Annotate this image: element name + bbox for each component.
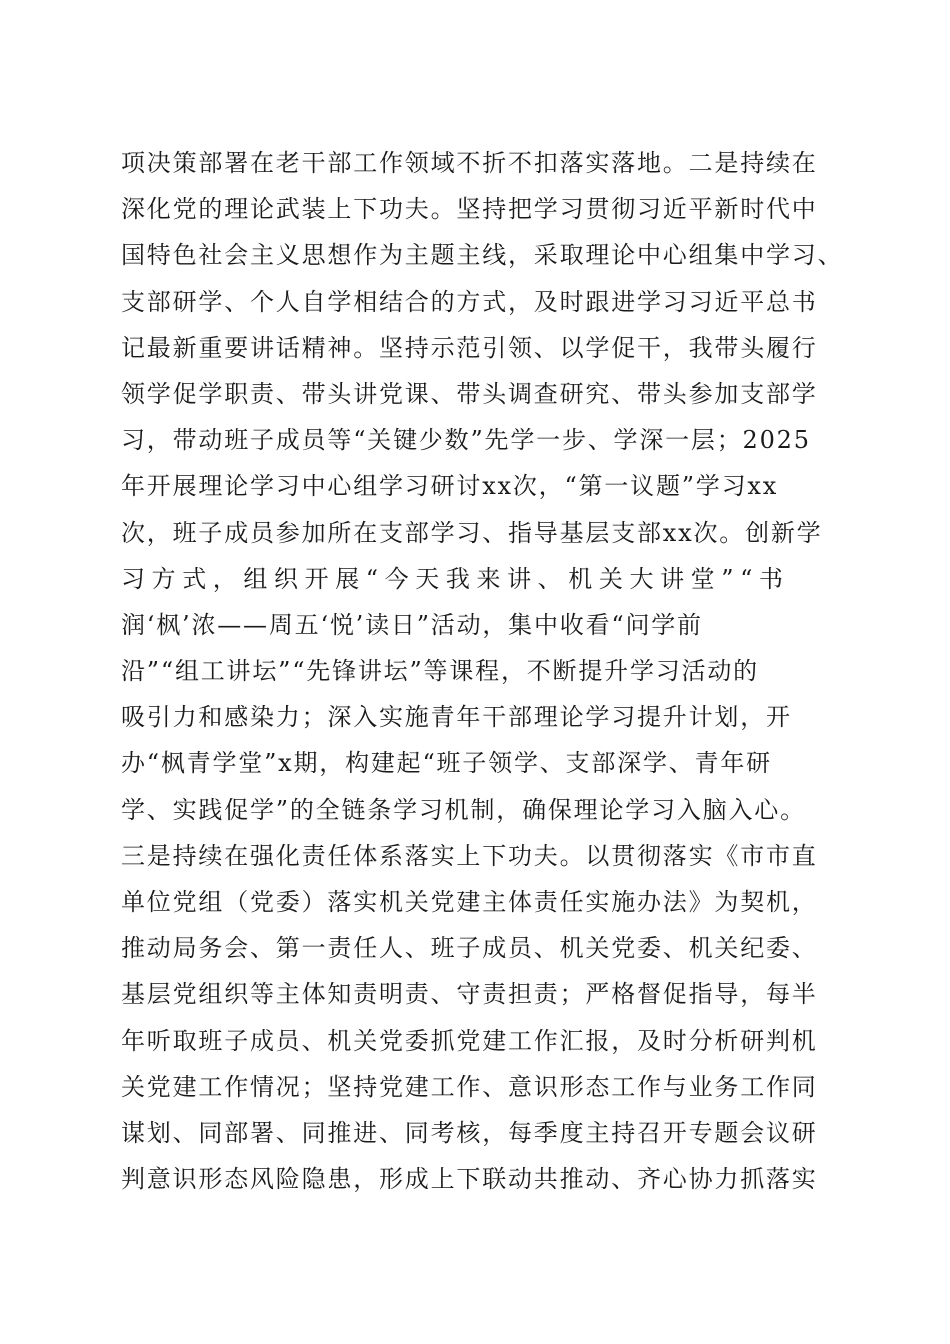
text-line-3: 国特色社会主义思想作为主题主线，采取理论中心组集中学习、 [121, 241, 844, 270]
text-line-8: 年开展理论学习中心组学习研讨xx次，“第一议题”学习xx [121, 472, 779, 501]
text-line-1: 项决策部署在老干部工作领域不折不扣落实落地。二是持续在 [121, 149, 818, 177]
text-line-21: 关党建工作情况；坚持党建工作、意识形态工作与业务工作同 [121, 1072, 818, 1101]
text-line-10: 习方式，组织开展“今天我来讲、机关大讲堂”“书 [121, 564, 790, 593]
text-line-2: 深化党的理论武装上下功夫。坚持把学习贯彻习近平新时代中 [121, 195, 818, 224]
text-line-4: 支部研学、个人自学相结合的方式，及时跟进学习习近平总书 [121, 287, 818, 316]
text-line-13: 吸引力和感染力；深入实施青年干部理论学习提升计划，开 [121, 703, 792, 732]
text-line-15: 学、实践促学”的全链条学习机制，确保理论学习入脑入心。 [121, 795, 806, 824]
text-line-23: 判意识形态风险隐患，形成上下联动共推动、齐心协力抓落实 [121, 1165, 818, 1194]
text-line-14: 办“枫青学堂”x期，构建起“班子领学、支部深学、青年研 [121, 749, 772, 778]
text-line-7: 习，带动班子成员等“关键少数”先学一步、学深一层；2025 [121, 426, 811, 455]
text-line-18: 推动局务会、第一责任人、班子成员、机关党委、机关纪委、 [121, 934, 818, 963]
text-line-11: 润‘枫’浓——周五‘悦’读日”活动，集中收看“问学前 [121, 610, 703, 639]
text-line-17: 单位党组（党委）落实机关党建主体责任实施办法》为契机， [121, 888, 818, 916]
text-line-20: 年听取班子成员、机关党委抓党建工作汇报，及时分析研判机 [121, 1026, 818, 1055]
text-line-12: 沿”“组工讲坛”“先锋讲坛”等课程，不断提升学习活动的 [121, 657, 759, 686]
text-line-16: 三是持续在强化责任体系落实上下功夫。以贯彻落实《市市直 [121, 841, 818, 870]
text-line-9: 次，班子成员参加所在支部学习、指导基层支部xx次。创新学 [121, 518, 823, 547]
text-line-19: 基层党组织等主体知责明责、守责担责；严格督促指导，每半 [121, 980, 818, 1009]
text-line-6: 领学促学职责、带头讲党课、带头调查研究、带头参加支部学 [121, 379, 818, 408]
text-line-5: 记最新重要讲话精神。坚持示范引领、以学促干，我带头履行 [121, 333, 818, 362]
text-line-22: 谋划、同部署、同推进、同考核，每季度主持召开专题会议研 [121, 1118, 818, 1147]
body-text [121, 140, 844, 1202]
